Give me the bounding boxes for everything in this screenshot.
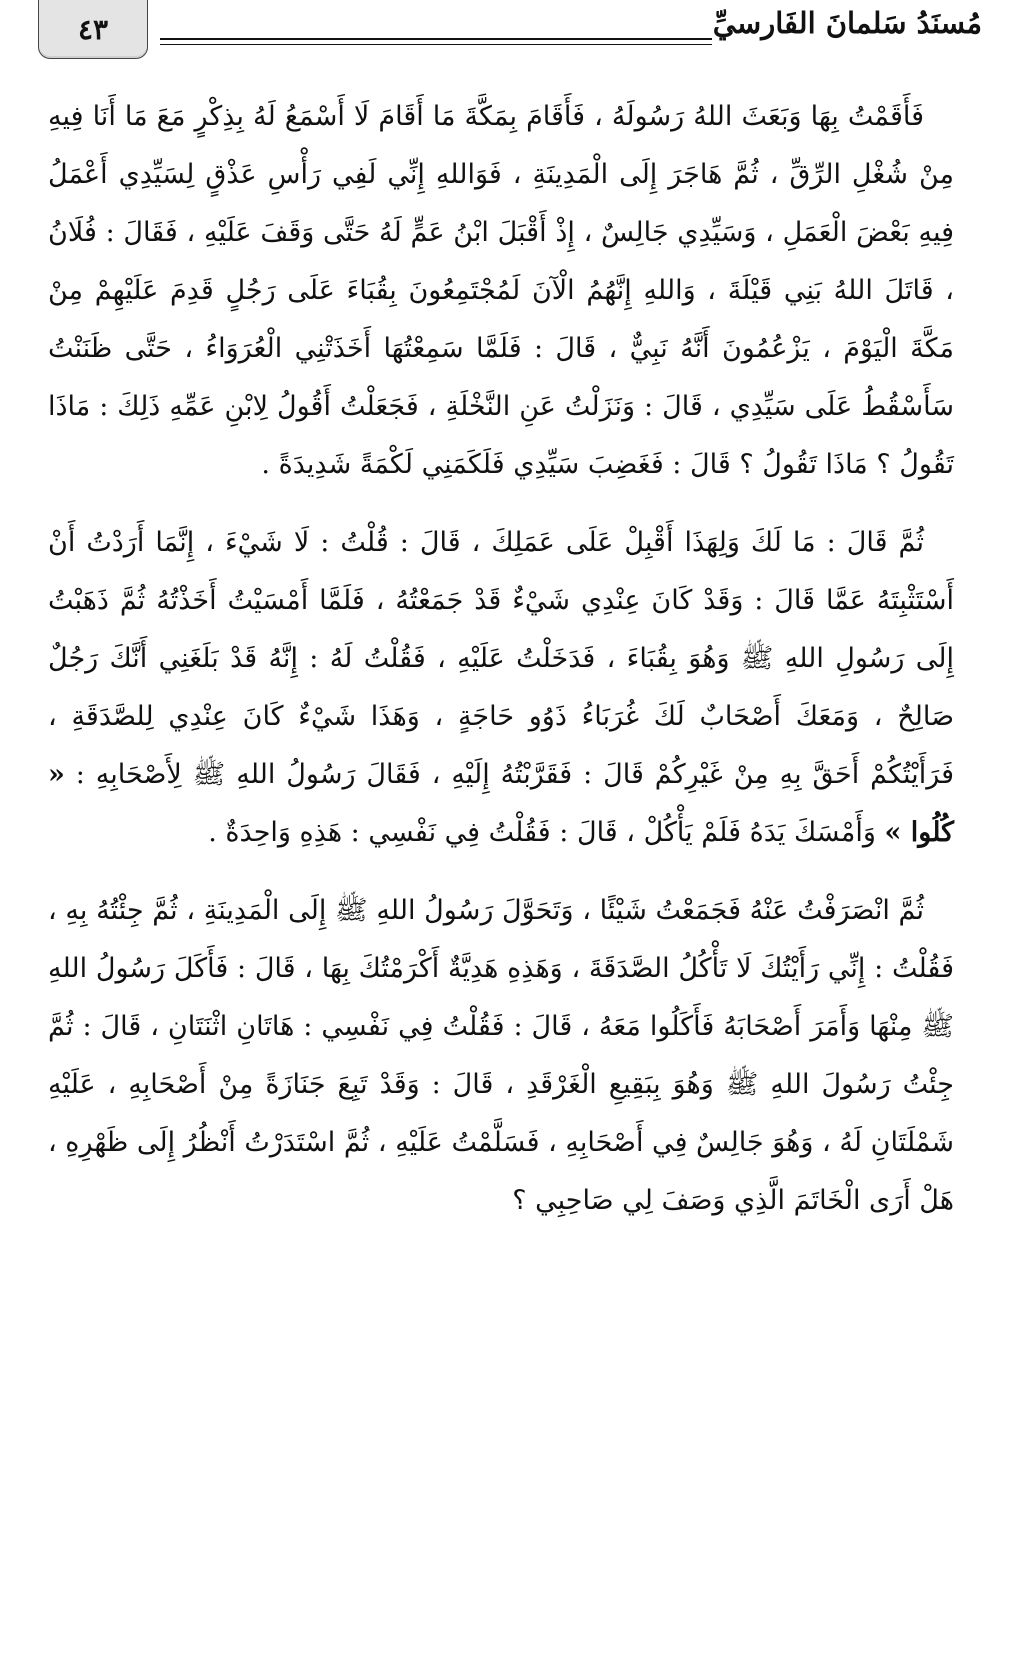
page-header: [38, 0, 982, 64]
paragraph-1: فَأَقَمْتُ بِهَا وَبَعَثَ اللهُ رَسُولَهُ ، فَأَقَامَ بِمَكَّةَ مَا أَقَامَ لَا أَسْمَعُ لَهُ بِذِكْرٍ مَعَ مَا أَنَا فِيهِ مِنْ شُغْلِ الرِّقِّ ، ثُمَّ هَاجَرَ إِلَى الْمَدِينَةِ ، فَوَاللهِ إِنِّي لَفِي رَأْسِ عَذْقٍ لِسَيِّدِي أَعْمَلُ فِيهِ بَعْضَ الْعَمَلِ ، وَسَيِّدِي جَالِسٌ ، إِذْ أَقْبَلَ ابْنُ عَمٍّ لَهُ حَتَّى وَقَفَ عَلَيْهِ ، فَقَالَ : فُلَانُ ، قَاتَلَ اللهُ بَنِي قَيْلَةَ ، وَاللهِ إِنَّهُمُ الْآنَ لَمُجْتَمِعُونَ بِقُبَاءَ عَلَى رَجُلٍ قَدِمَ عَلَيْهِمْ مِنْ مَكَّةَ الْيَوْمَ ، يَزْعُمُونَ أَنَّهُ نَبِيٌّ ، قَالَ : فَلَمَّا سَمِعْتُهَا أَخَذَتْنِي الْعُرَوَاءُ ، حَتَّى ظَنَنْتُ سَأَسْقُطُ عَلَى سَيِّدِي ، قَالَ : وَنَزَلْتُ عَنِ النَّخْلَةِ ، فَجَعَلْتُ أَقُولُ لِابْنِ عَمِّهِ ذَلِكَ : مَاذَا تَقُولُ ؟ مَاذَا تَقُولُ ؟ قَالَ : فَغَضِبَ سَيِّدِي فَلَكَمَنِي لَكْمَةً شَدِيدَةً .: [48, 101, 954, 480]
paragraph-2-text: ثُمَّ قَالَ : مَا لَكَ وَلِهَذَا أَقْبِلْ عَلَى عَمَلِكَ ، قَالَ : قُلْتُ : لَا شَيْءَ ، إِنَّمَا أَرَدْتُ أَنْ أَسْتَثْبِتَهُ عَمَّا قَالَ : وَقَدْ كَانَ عِنْدِي شَيْءٌ قَدْ جَمَعْتُهُ ، فَلَمَّا أَمْسَيْتُ أَخَذْتُهُ ثُمَّ ذَهَبْتُ إِلَى رَسُولِ اللهِ ﷺ وَهُوَ بِقُبَاءَ ، فَدَخَلْتُ عَلَيْهِ ، فَقُلْتُ لَهُ : إِنَّهُ قَدْ بَلَغَنِي أَنَّكَ رَجُلٌ صَالِحٌ ، وَمَعَكَ أَصْحَابٌ لَكَ غُرَبَاءُ ذَوُو حَاجَةٍ ، وَهَذَا شَيْءٌ كَانَ عِنْدِي لِلصَّدَقَةِ ، فَرَأَيْتُكُمْ أَحَقَّ بِهِ مِنْ غَيْرِكُمْ قَالَ : فَقَرَّبْتُهُ إِلَيْهِ ، فَقَالَ رَسُولُ اللهِ ﷺ لِأَصْحَابِهِ :: [48, 527, 954, 790]
paragraph-2: [48, 514, 954, 862]
header-divider: [160, 38, 712, 45]
paragraph-2-tail: وَأَمْسَكَ يَدَهُ فَلَمْ يَأْكُلْ ، قَالَ : فَقُلْتُ فِي نَفْسِي : هَذِهِ وَاحِدَةٌ .: [208, 817, 876, 848]
page-number: ٤٣: [77, 12, 109, 46]
page-number-tab: [38, 0, 148, 59]
paragraph-3: ثُمَّ انْصَرَفْتُ عَنْهُ فَجَمَعْتُ شَيْئًا ، وَتَحَوَّلَ رَسُولُ اللهِ ﷺ إِلَى الْمَدِينَةِ ، ثُمَّ جِئْتُهُ بِهِ ، فَقُلْتُ : إِنِّي رَأَيْتُكَ لَا تَأْكُلُ الصَّدَقَةَ ، وَهَذِهِ هَدِيَّةٌ أَكْرَمْتُكَ بِهَا ، قَالَ : فَأَكَلَ رَسُولُ اللهِ ﷺ مِنْهَا وَأَمَرَ أَصْحَابَهُ فَأَكَلُوا مَعَهُ ، قَالَ : فَقُلْتُ فِي نَفْسِي : هَاتَانِ اثْنَتَانِ ، قَالَ : ثُمَّ جِئْتُ رَسُولَ اللهِ ﷺ وَهُوَ بِبَقِيعِ الْغَرْقَدِ ، قَالَ : وَقَدْ تَبِعَ جَنَازَةً مِنْ أَصْحَابِهِ ، عَلَيْهِ شَمْلَتَانِ لَهُ ، وَهُوَ جَالِسٌ فِي أَصْحَابِهِ ، فَسَلَّمْتُ عَلَيْهِ ، ثُمَّ اسْتَدَرْتُ أَنْظُرُ إِلَى ظَهْرِهِ ، هَلْ أَرَى الْخَاتَمَ الَّذِي وَصَفَ لِي صَاحِبِي ؟: [48, 895, 954, 1216]
book-title: مُسنَدُ سَلمانَ الفَارسيِّ: [712, 6, 982, 40]
page-body: [48, 88, 954, 1250]
quote-kulu: « كُلُوا »: [48, 759, 954, 848]
